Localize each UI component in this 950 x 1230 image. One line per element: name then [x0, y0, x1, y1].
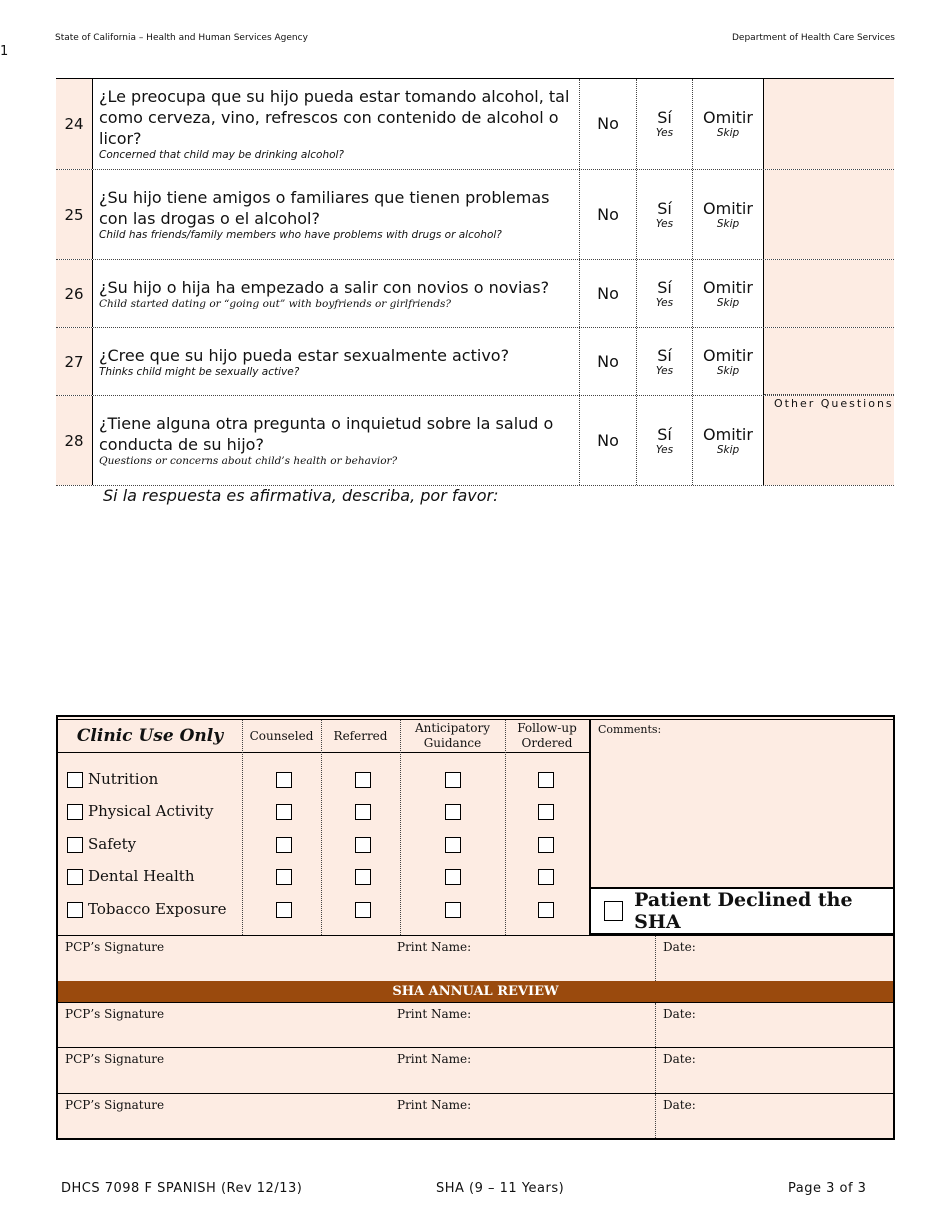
- footer-title: SHA (9 – 11 Years): [436, 1181, 565, 1196]
- followup-checkbox[interactable]: [538, 772, 554, 788]
- clinic-title: Clinic Use Only: [58, 720, 242, 753]
- followup-checkbox[interactable]: [538, 804, 554, 820]
- counseled-checkbox[interactable]: [276, 869, 292, 885]
- question-number: 25: [56, 170, 93, 259]
- page-marker: 1: [0, 44, 9, 59]
- side-column: [764, 170, 894, 259]
- anticipatory-checkbox[interactable]: [445, 804, 461, 820]
- counseled-checkbox[interactable]: [276, 837, 292, 853]
- signature-row[interactable]: PCP’s Signature Print Name: Date:: [58, 935, 893, 981]
- header-right: Department of Health Care Services: [732, 33, 895, 43]
- question-english: Child has friends/family members who have problems with drugs or alcohol?: [99, 229, 502, 241]
- side-column: [764, 396, 894, 485]
- answer-yes[interactable]: Sí Yes: [637, 260, 693, 327]
- answer-skip[interactable]: Omitir Skip: [693, 79, 764, 169]
- col-referred: Referred: [321, 720, 400, 753]
- annual-review-bar: SHA ANNUAL REVIEW: [58, 981, 893, 1002]
- clinic-row-dental: Dental Health: [58, 861, 589, 893]
- anticipatory-checkbox[interactable]: [445, 837, 461, 853]
- question-row: [56, 79, 894, 170]
- answer-no[interactable]: No: [580, 170, 637, 259]
- question-english: Questions or concerns about child’s health or behavior?: [99, 455, 398, 467]
- anticipatory-checkbox[interactable]: [445, 772, 461, 788]
- col-counseled: Counseled: [242, 720, 321, 753]
- footer-page: Page 3 of 3: [788, 1181, 867, 1196]
- signature-row[interactable]: PCP’s Signature Print Name: Date:: [58, 1002, 893, 1047]
- referred-checkbox[interactable]: [355, 902, 371, 918]
- side-column: [764, 79, 894, 169]
- counseled-checkbox[interactable]: [276, 772, 292, 788]
- question-number: 28: [56, 396, 93, 485]
- answer-yes[interactable]: Sí Yes: [637, 396, 693, 485]
- row-checkbox[interactable]: [67, 869, 83, 885]
- answer-skip[interactable]: Omitir Skip: [693, 170, 764, 259]
- question-english: Concerned that child may be drinking alcohol?: [99, 149, 345, 161]
- question-spanish: ¿Su hijo o hija ha empezado a salir con novios o novias?: [99, 277, 550, 297]
- counseled-checkbox[interactable]: [276, 804, 292, 820]
- referred-checkbox[interactable]: [355, 772, 371, 788]
- answer-skip[interactable]: Omitir Skip: [693, 396, 764, 485]
- side-column: [764, 328, 894, 395]
- answer-yes[interactable]: Sí Yes: [637, 79, 693, 169]
- referred-checkbox[interactable]: [355, 804, 371, 820]
- question-english: Thinks child might be sexually active?: [99, 365, 300, 378]
- anticipatory-checkbox[interactable]: [445, 902, 461, 918]
- question-spanish: ¿Su hijo tiene amigos o familiares que tienen problemas con las drogas o el alcohol?: [99, 188, 550, 228]
- signature-row[interactable]: PCP’s Signature Print Name: Date:: [58, 1093, 893, 1138]
- question-number: 27: [56, 328, 93, 395]
- followup-checkbox[interactable]: [538, 837, 554, 853]
- answer-no[interactable]: No: [580, 79, 637, 169]
- patient-declined[interactable]: Patient Declined the SHA: [589, 887, 893, 935]
- describe-prompt: Si la respuesta es afirmativa, describa, por favor:: [103, 486, 499, 505]
- question-row: [56, 260, 894, 328]
- answer-no[interactable]: No: [580, 328, 637, 395]
- question-english: Child started dating or “going out” with boyfriends or girlfriends?: [99, 297, 452, 310]
- clinic-table: [56, 715, 895, 1140]
- question-row: [56, 396, 894, 486]
- row-checkbox[interactable]: [67, 902, 83, 918]
- counseled-checkbox[interactable]: [276, 902, 292, 918]
- question-spanish: ¿Le preocupa que su hijo pueda estar tomando alcohol, tal como cerveza, vino, refrescos con contenido de alcohol o licor?: [99, 87, 570, 148]
- col-anticipatory: Anticipatory Guidance: [400, 720, 505, 753]
- footer-form-id: DHCS 7098 F SPANISH (Rev 12/13): [61, 1181, 303, 1196]
- question-spanish: ¿Tiene alguna otra pregunta o inquietud sobre la salud o conducta de su hijo?: [99, 414, 554, 454]
- question-row: [56, 170, 894, 260]
- clinic-row-tobacco: Tobacco Exposure: [58, 894, 589, 926]
- side-label: Other Questions: [774, 397, 894, 410]
- row-checkbox[interactable]: [67, 804, 83, 820]
- followup-checkbox[interactable]: [538, 869, 554, 885]
- anticipatory-checkbox[interactable]: [445, 869, 461, 885]
- row-checkbox[interactable]: [67, 837, 83, 853]
- row-checkbox[interactable]: [67, 772, 83, 788]
- questions-table: [56, 78, 894, 486]
- referred-checkbox[interactable]: [355, 869, 371, 885]
- answer-yes[interactable]: Sí Yes: [637, 328, 693, 395]
- comments-field[interactable]: Comments:: [589, 720, 893, 888]
- question-number: 24: [56, 79, 93, 169]
- clinic-row-physical-activity: Physical Activity: [58, 796, 589, 828]
- question-spanish: ¿Cree que su hijo pueda estar sexualmente activo?: [99, 345, 510, 365]
- answer-no[interactable]: No: [580, 396, 637, 485]
- signature-row[interactable]: PCP’s Signature Print Name: Date:: [58, 1047, 893, 1093]
- clinic-row-safety: Safety: [58, 829, 589, 861]
- answer-no[interactable]: No: [580, 260, 637, 327]
- question-number: 26: [56, 260, 93, 327]
- answer-skip[interactable]: Omitir Skip: [693, 328, 764, 395]
- question-row: [56, 328, 894, 396]
- clinic-row-nutrition: Nutrition: [58, 764, 589, 796]
- col-followup: Follow-up Ordered: [505, 720, 589, 753]
- followup-checkbox[interactable]: [538, 902, 554, 918]
- header-left: State of California – Health and Human Services Agency: [55, 33, 308, 43]
- answer-skip[interactable]: Omitir Skip: [693, 260, 764, 327]
- referred-checkbox[interactable]: [355, 837, 371, 853]
- side-column: [764, 260, 894, 327]
- answer-yes[interactable]: Sí Yes: [637, 170, 693, 259]
- declined-checkbox[interactable]: [604, 901, 623, 921]
